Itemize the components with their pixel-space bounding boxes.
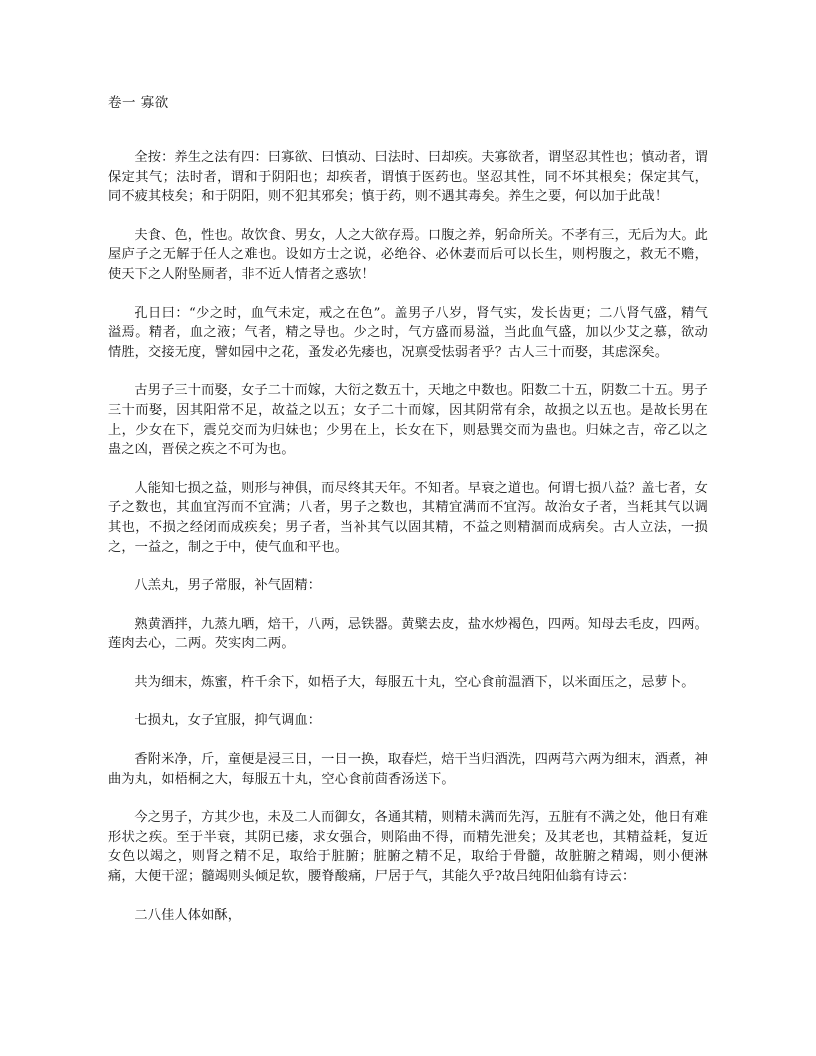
paragraph-pill-for-men-title: 八羔丸，男子常服，补气固精： [134,578,322,594]
paragraph-modern-men: 今之男子，方其少也，未及二人而御女，各通其精，则精未满而先泻，五脏有不满之处，他日有难形状之疾。至于半衰，其阴已痿，求女强合，则陷曲不得，而精先泄矣；及其老也，其精益耗，复近女色以竭之，则肾之精不足，取给于脏腑；脏腑之精不足，取给于骨髓，故脏腑之精竭，则小便淋痛，大便干涩；髓竭则头倾足软，腰脊酸痛，尸居于气，其能久乎?故吕纯阳仙翁有诗云： [108,810,708,885]
paragraph-intro: 全按：养生之法有四：曰寡欲、曰慎动、曰法时、曰却疾。夫寡欲者，谓坚忍其性也；慎动者，谓保定其气；法时者，谓和于阴阳也；却疾者，谓慎于医药也。坚忍其性，同不坏其根矣；保定其气，同不疲其枝矣；和于阴阳，则不犯其邪矣；慎于药，则不遇其毒矣。养生之要，何以加于此哉！ [108,150,708,205]
paragraph-food-and-desire: 夫食、色，性也。故饮食、男女，人之大欲存焉。口腹之养，躬命所关。不孝有三，无后为大。此屋庐子之无解于任人之难也。设如方士之说，必绝谷、必休妻而后可以长生，则枵腹之，救无不赡，使天下之人附坠厕者，非不近人情者之惑欤！ [108,227,708,282]
paragraph-confucius: 孔日曰：“少之时，血气未定，戒之在色”。盖男子八岁，肾气实，发长齿更；二八肾气盛，精气溢焉。精者，血之液；气者，精之导也。少之时，气方盛而易溢，当此血气盛，加以少艾之慕，欲动情胜，交接无度，譬如园中之花，蚤发必先痿也，况禀受怯弱者乎？古人三十而娶，其虑深矣。 [108,305,708,360]
paragraph-pill-for-women-recipe: 香附米净，斤，童便是浸三日，一日一换，取春烂，焙干当归酒洗，四两芎六两为细末，酒煮，神曲为丸，如梧桐之大，每服五十丸，空心食前茴香汤送下。 [108,752,708,787]
paragraph-pill-for-men-preparation: 共为细末，炼蜜，杵千余下，如梧子大，每服五十丸，空心食前温酒下，以米面压之，忌萝卜。 [134,674,695,690]
paragraph-pill-for-men-ingredients: 熟黄酒拌，九蒸九晒，焙干，八两，忌铁器。黄檗去皮，盐水炒褐色，四两。知母去毛皮，四两。莲肉去心，二两。芡实肉二两。 [108,616,708,652]
paragraph-marriage-age: 古男子三十而娶，女子二十而嫁，大衍之数五十，天地之中数也。阳数二十五，阴数二十五。男子三十而娶，因其阳常不足，故益之以五；女子二十而嫁，因其阴常有余，故损之以五也。是故长男在上，少女在下，震兑交而为归妹也；少男在上，长女在下，则悬巽交而为蛊也。归妹之吉，帝乙以之蛊之凶，晋侯之疾之不可为也。 [108,383,708,458]
chapter-title: 卷一 寡欲 [108,95,169,111]
paragraph-seven-losses: 人能知七损之益，则形与神俱，而尽终其天年。不知者。早衰之道也。何谓七损八益？盖七者，女子之数也，其血宜泻而不宜满；八者，男子之数也，其精宜满而不宜泻。故治女子者，当耗其气以调其也，不损之经闭而成疾矣；男子者，当补其气以固其精，不益之则精涸而成病矣。古人立法，一损之，一益之，制之于中，使气血和平也。 [108,480,708,555]
document-page [108,94,708,944]
paragraph-pill-for-women-title: 七损丸，女子宜服，抑气调血： [134,713,322,729]
paragraph-poem-line: 二八佳人体如酥， [134,907,242,923]
